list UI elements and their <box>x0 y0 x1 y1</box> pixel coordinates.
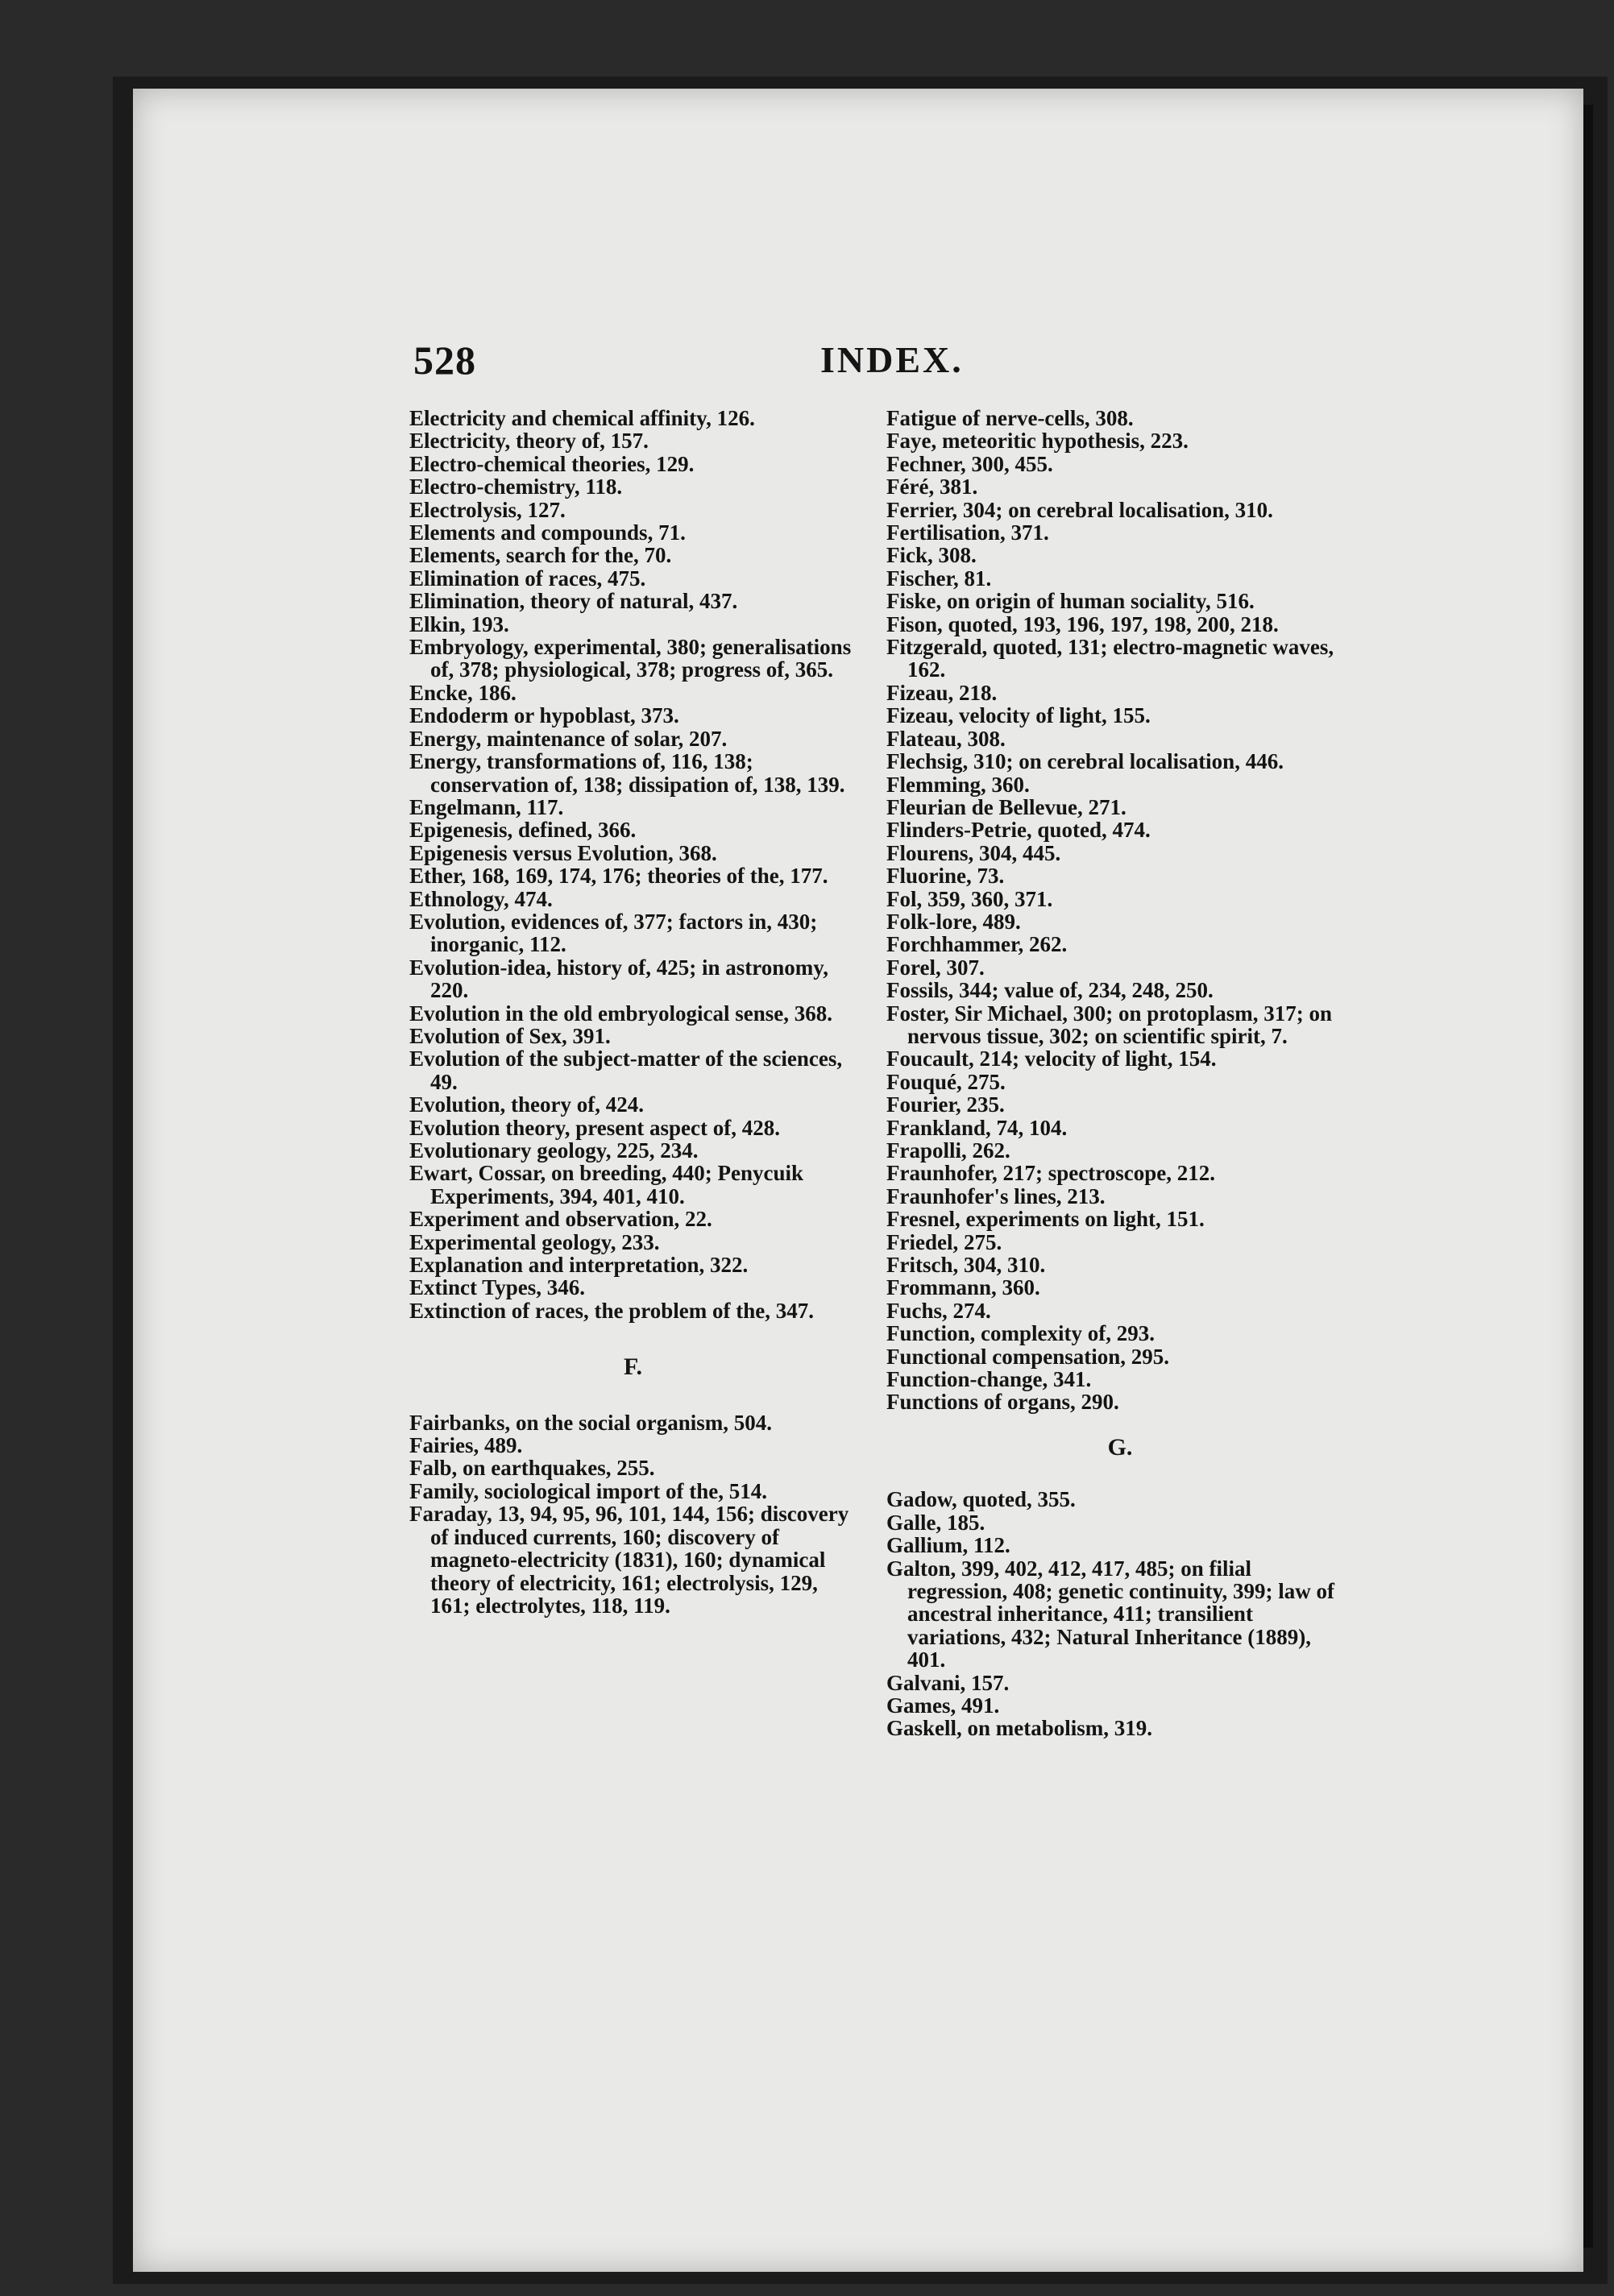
index-entry: Evolution in the old embryological sense, 368. <box>409 1001 833 1026</box>
index-entry: Evolution theory, present aspect of, 428. <box>409 1115 780 1140</box>
index-entry: Fiske, on origin of human sociality, 516. <box>886 589 1255 614</box>
index-entry: Evolution of Sex, 391. <box>409 1023 611 1048</box>
book-page <box>133 89 1583 2272</box>
index-entry: Flinders-Petrie, quoted, 474. <box>886 818 1151 843</box>
index-entry: Encke, 186. <box>409 680 517 705</box>
index-entry: Evolution-idea, history of, 425; in astronomy, 220. <box>409 955 829 1003</box>
index-entry: Electricity, theory of, 157. <box>409 429 649 454</box>
index-entry: Gaskell, on metabolism, 319. <box>886 1716 1153 1741</box>
index-column-right <box>886 407 1354 1740</box>
index-entry: Fison, quoted, 193, 196, 197, 198, 200, 218. <box>886 611 1279 636</box>
index-entry: Fossils, 344; value of, 234, 248, 250. <box>886 978 1214 1003</box>
index-entry: Fourier, 235. <box>886 1092 1005 1117</box>
index-entry: Flourens, 304, 445. <box>886 840 1061 865</box>
index-entry: Galton, 399, 402, 412, 417, 485; on filial regression, 408; genetic continuity, 399; law of ancestral inheritance, 411; transilient variations, 432; Natural Inheritance (1889), 401. <box>886 1556 1334 1672</box>
index-entry: Electro-chemical theories, 129. <box>409 451 695 476</box>
index-entry: Fairies, 489. <box>409 1433 523 1458</box>
index-entry: Functions of organs, 290. <box>886 1390 1119 1415</box>
section-letter-g: G. <box>1107 1433 1133 1461</box>
index-entry: Frankland, 74, 104. <box>886 1115 1068 1140</box>
index-column-left <box>409 407 857 1617</box>
index-entry: Fechner, 300, 455. <box>886 451 1053 476</box>
index-entry: Epigenesis, defined, 366. <box>409 818 637 843</box>
index-entry: Fluorine, 73. <box>886 864 1005 889</box>
index-entry: Elimination, theory of natural, 437. <box>409 589 738 614</box>
index-entry: Energy, maintenance of solar, 207. <box>409 726 728 751</box>
index-entry: Energy, transformations of, 116, 138; conservation of, 138; dissipation of, 138, 139. <box>409 749 845 797</box>
index-entry: Games, 491. <box>886 1693 1000 1718</box>
index-entry: Evolution of the subject-matter of the sciences, 49. <box>409 1046 843 1094</box>
index-entry: Féré, 381. <box>886 475 978 499</box>
index-entry: Fizeau, 218. <box>886 680 998 705</box>
index-entry: Fleurian de Bellevue, 271. <box>886 794 1126 819</box>
index-entry: Faye, meteoritic hypothesis, 223. <box>886 429 1189 454</box>
index-entry: Family, sociological import of the, 514. <box>409 1478 767 1503</box>
index-entry: Ethnology, 474. <box>409 886 553 911</box>
index-entry: Fritsch, 304, 310. <box>886 1253 1046 1278</box>
page-number: 528 <box>413 338 476 383</box>
index-entry: Fick, 308. <box>886 543 977 568</box>
index-entry: Galvani, 157. <box>886 1670 1010 1695</box>
index-entry: Gallium, 112. <box>886 1533 1010 1558</box>
index-entry: Electricity and chemical affinity, 126. <box>409 406 755 430</box>
index-group-f <box>409 1411 857 1618</box>
index-entry: Functional compensation, 295. <box>886 1344 1170 1369</box>
index-entry: Forel, 307. <box>886 955 985 980</box>
index-entry: Evolutionary geology, 225, 234. <box>409 1138 699 1163</box>
index-entry: Extinction of races, the problem of the, 347. <box>409 1298 814 1323</box>
running-head: INDEX. <box>820 339 964 380</box>
index-entry: Experimental geology, 233. <box>409 1229 660 1254</box>
index-entry: Faraday, 13, 94, 95, 96, 101, 144, 156; discovery of induced currents, 160; discovery of magneto-electricity (1831), 160; dynamical theory of electricity, 161; electrolysis, 129, 161; electrolytes, 118, 119. <box>409 1502 849 1618</box>
index-entry: Ewart, Cossar, on breeding, 440; Penycuik Experiments, 394, 401, 410. <box>409 1161 804 1208</box>
index-entry: Fatigue of nerve-cells, 308. <box>886 406 1134 430</box>
index-entry: Fraunhofer's lines, 213. <box>886 1183 1106 1208</box>
index-entry: Fitzgerald, quoted, 131; electro-magnetic waves, 162. <box>886 635 1334 682</box>
index-entry: Falb, on earthquakes, 255. <box>409 1456 655 1481</box>
section-letter-f: F. <box>623 1353 643 1381</box>
index-entry: Fuchs, 274. <box>886 1298 991 1323</box>
index-entry: Function-change, 341. <box>886 1367 1092 1392</box>
index-entry: Fouqué, 275. <box>886 1069 1006 1094</box>
index-entry: Embryology, experimental, 380; generalisations of, 378; physiological, 378; progress of, 365. <box>409 635 852 682</box>
index-entry: Galle, 185. <box>886 1510 985 1535</box>
index-entry: Flateau, 308. <box>886 726 1006 751</box>
index-entry: Fraunhofer, 217; spectroscope, 212. <box>886 1161 1215 1186</box>
index-entry: Fertilisation, 371. <box>886 520 1049 545</box>
index-entry: Ether, 168, 169, 174, 176; theories of the, 177. <box>409 864 828 889</box>
index-entry: Folk-lore, 489. <box>886 909 1021 934</box>
index-entry: Elements, search for the, 70. <box>409 543 672 568</box>
index-entry: Electrolysis, 127. <box>409 497 566 522</box>
index-entry: Function, complexity of, 293. <box>886 1321 1155 1346</box>
index-entry: Fizeau, velocity of light, 155. <box>886 703 1151 728</box>
index-entry: Foster, Sir Michael, 300; on protoplasm, 317; on nervous tissue, 302; on scientific spirit, 7. <box>886 1001 1332 1048</box>
index-entry: Flechsig, 310; on cerebral localisation, 446. <box>886 749 1284 774</box>
index-entry: Gadow, quoted, 355. <box>886 1487 1076 1512</box>
index-entry: Experiment and observation, 22. <box>409 1207 712 1232</box>
index-entry: Ferrier, 304; on cerebral localisation, 310. <box>886 497 1273 522</box>
index-entry: Flemming, 360. <box>886 772 1030 797</box>
index-entry: Fairbanks, on the social organism, 504. <box>409 1410 773 1435</box>
index-entry: Elements and compounds, 71. <box>409 520 686 545</box>
index-entry: Electro-chemistry, 118. <box>409 475 623 499</box>
index-entry: Engelmann, 117. <box>409 794 564 819</box>
index-entry: Endoderm or hypoblast, 373. <box>409 703 679 728</box>
index-entry: Evolution, theory of, 424. <box>409 1092 645 1117</box>
index-entry: Evolution, evidences of, 377; factors in, 430; inorganic, 112. <box>409 909 818 957</box>
index-entry: Fischer, 81. <box>886 566 992 591</box>
index-entry: Fresnel, experiments on light, 151. <box>886 1207 1205 1232</box>
page-edge <box>1583 105 1593 2248</box>
index-entry: Frapolli, 262. <box>886 1138 1010 1163</box>
index-entry: Epigenesis versus Evolution, 368. <box>409 840 717 865</box>
index-group-f-continued <box>886 407 1354 1414</box>
index-group-g <box>886 1488 1354 1739</box>
index-entry: Elkin, 193. <box>409 611 509 636</box>
index-entry: Extinct Types, 346. <box>409 1275 586 1300</box>
index-entry: Fol, 359, 360, 371. <box>886 886 1053 911</box>
index-entry: Frommann, 360. <box>886 1275 1040 1300</box>
index-entry: Explanation and interpretation, 322. <box>409 1253 749 1278</box>
index-entry: Foucault, 214; velocity of light, 154. <box>886 1046 1217 1071</box>
index-entry: Friedel, 275. <box>886 1229 1002 1254</box>
index-entry: Elimination of races, 475. <box>409 566 646 591</box>
index-group-e <box>409 407 857 1322</box>
index-entry: Forchhammer, 262. <box>886 932 1068 957</box>
